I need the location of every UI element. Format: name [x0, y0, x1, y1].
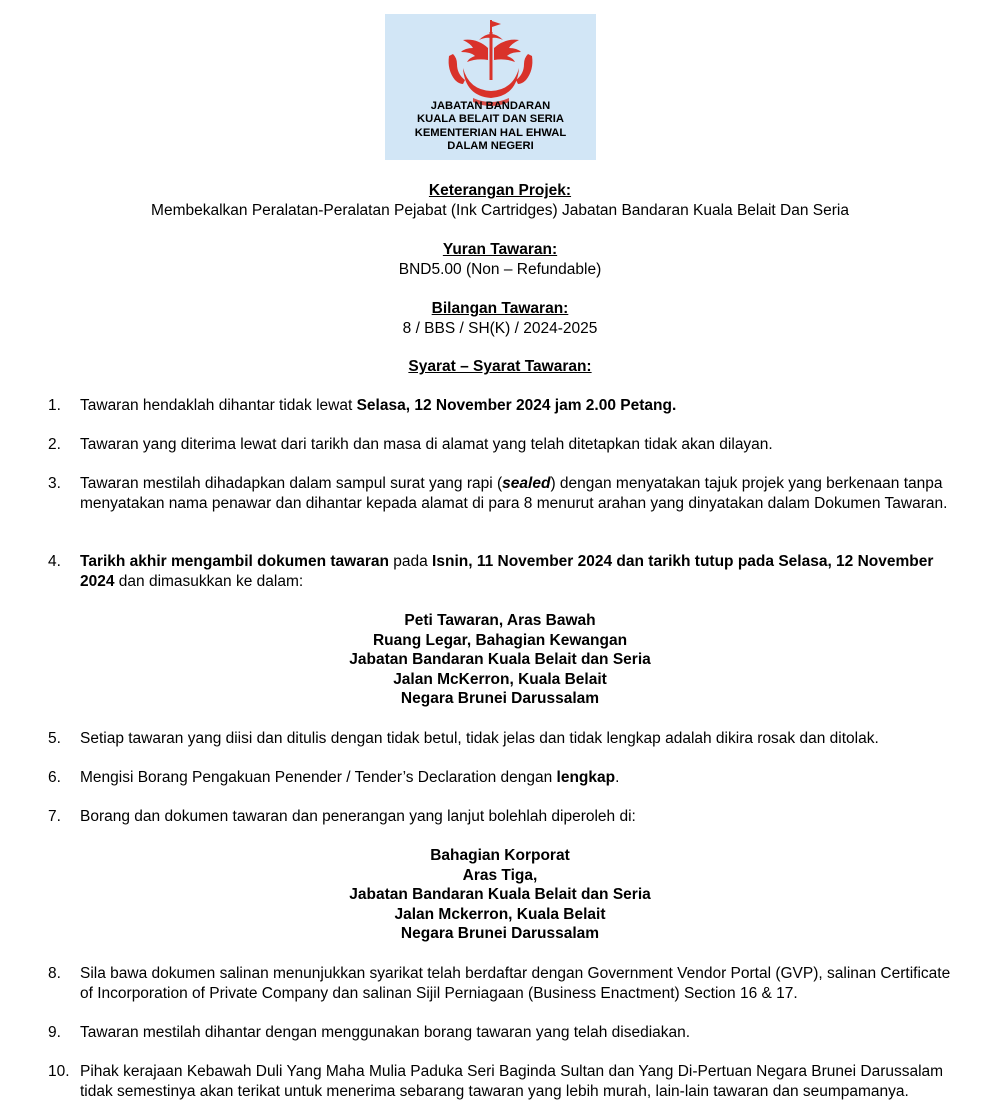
address-line: Jalan McKerron, Kuala Belait	[393, 670, 607, 688]
address-line: Jalan Mckerron, Kuala Belait	[394, 905, 606, 923]
item-text-part: Mengisi Borang Pengakuan Penender / Tender’s Declaration dengan	[80, 769, 557, 786]
item-number: 9.	[48, 1024, 61, 1041]
terms-heading: Syarat – Syarat Tawaran:	[408, 358, 592, 375]
item-text-part: dan dimasukkan ke dalam:	[114, 572, 304, 590]
department-logo	[385, 14, 596, 160]
item-text	[80, 807, 965, 827]
address-line: Bahagian Korporat	[430, 847, 570, 864]
fee-section	[0, 240, 1000, 279]
item-text-part: .	[615, 769, 620, 786]
tender-number-value: 8 / BBS / SH(K) / 2024-2025	[402, 319, 598, 337]
item-text-part: Tawaran hendaklah dihantar tidak lewat	[80, 397, 357, 414]
item-number: 5.	[48, 730, 61, 747]
item-number: 4.	[48, 553, 61, 570]
item-text	[80, 768, 965, 788]
address-line: Ruang Legar, Bahagian Kewangan	[372, 631, 628, 649]
item-number: 1.	[48, 397, 61, 414]
project-section	[0, 181, 1000, 220]
fee-heading: Yuran Tawaran:	[442, 241, 558, 258]
item-text-part: Setiap tawaran yang diisi dan ditulis dengan tidak betul, tidak jelas dan tidak lengkap adalah dikira rosak dan ditolak.	[80, 730, 879, 747]
item-text	[80, 435, 965, 455]
submission-address	[0, 611, 1000, 709]
item-bold-part: Isnin, 11 November 2024 dan tarikh tutup pada Selasa, 12 November 2024	[80, 553, 934, 590]
item-bold-part: lengkap	[556, 769, 616, 786]
logo-caption	[385, 100, 596, 153]
item-number: 8.	[48, 965, 61, 982]
project-value: Membekalkan Peralatan-Peralatan Pejabat (Ink Cartridges) Jabatan Bandaran Kuala Belait Dan Seria	[151, 201, 849, 219]
item-text	[80, 964, 965, 1003]
terms-section	[0, 357, 1000, 377]
item-number: 3.	[48, 475, 61, 492]
item-number: 6.	[48, 769, 61, 786]
tender-number-section	[0, 299, 1000, 338]
item-text-part: Tawaran mestilah dihadapkan dalam sampul surat yang rapi (	[80, 475, 503, 492]
logo-line: DALAM NEGERI	[447, 139, 534, 152]
address-line: Aras Tiga,	[462, 866, 538, 884]
item-text	[80, 729, 965, 749]
item-text	[80, 1023, 965, 1043]
item-number: 7.	[48, 808, 61, 825]
brunei-crest-icon	[443, 18, 538, 106]
item-text	[80, 474, 965, 513]
logo-line: KUALA BELAIT DAN SERIA	[417, 113, 564, 126]
item-text-part: ) dengan menyatakan tajuk projek yang berkenaan tanpa menyatakan nama penawar dan dihantar kepada alamat di para 8 menurut arahan yang dinyatakan dalam Dokumen Tawaran.	[80, 475, 948, 512]
item-text	[80, 1062, 965, 1101]
item-text-part: pada	[388, 553, 433, 570]
item-text-part: Sila bawa dokumen salinan menunjukkan syarikat telah berdaftar dengan Government Vendor Portal (GVP), salinan Certificate of Incorporation of Private Company dan salinan Sijil Perniagaan (Business Enactment) Section 16 & 17.	[80, 965, 951, 1002]
item-text	[80, 396, 965, 416]
tender-number-heading: Bilangan Tawaran:	[431, 300, 569, 317]
item-text-part: Borang dan dokumen tawaran dan penerangan yang lanjut bolehlah diperoleh di:	[80, 808, 636, 825]
item-number: 10.	[48, 1063, 70, 1080]
address-line: Jabatan Bandaran Kuala Belait dan Seria	[349, 651, 651, 668]
item-text-part: Tawaran mestilah dihantar dengan menggunakan borang tawaran yang telah disediakan.	[80, 1024, 691, 1041]
address-line: Jabatan Bandaran Kuala Belait dan Seria	[349, 886, 651, 903]
item-bold-part: Selasa, 12 November 2024 jam 2.00 Petang.	[356, 397, 677, 414]
item-bold-part: Tarikh akhir mengambil dokumen tawaran	[80, 553, 389, 570]
fee-value: BND5.00 (Non – Refundable)	[398, 260, 602, 278]
item-text	[80, 552, 965, 591]
logo-line: JABATAN BANDARAN	[430, 100, 551, 112]
item-bold-italic-part: sealed	[502, 475, 551, 492]
item-text-part: Pihak kerajaan Kebawah Duli Yang Maha Mulia Paduka Seri Baginda Sultan dan Yang Di-Pertuan Negara Brunei Darussalam tidak semestinya akan terikat untuk menerima sebarang tawaran yang lebih murah, lain-lain tawaran dan seumpamanya.	[80, 1063, 944, 1100]
item-text-part: Tawaran yang diterima lewat dari tarikh dan masa di alamat yang telah ditetapkan tidak akan dilayan.	[80, 436, 773, 453]
project-heading: Keterangan Projek:	[428, 182, 572, 199]
logo-line: KEMENTERIAN HAL EHWAL	[414, 126, 567, 139]
collection-address	[0, 846, 1000, 944]
address-line: Negara Brunei Darussalam	[400, 925, 600, 942]
address-line: Peti Tawaran, Aras Bawah	[404, 612, 596, 629]
address-line: Negara Brunei Darussalam	[400, 690, 600, 707]
item-number: 2.	[48, 436, 61, 453]
